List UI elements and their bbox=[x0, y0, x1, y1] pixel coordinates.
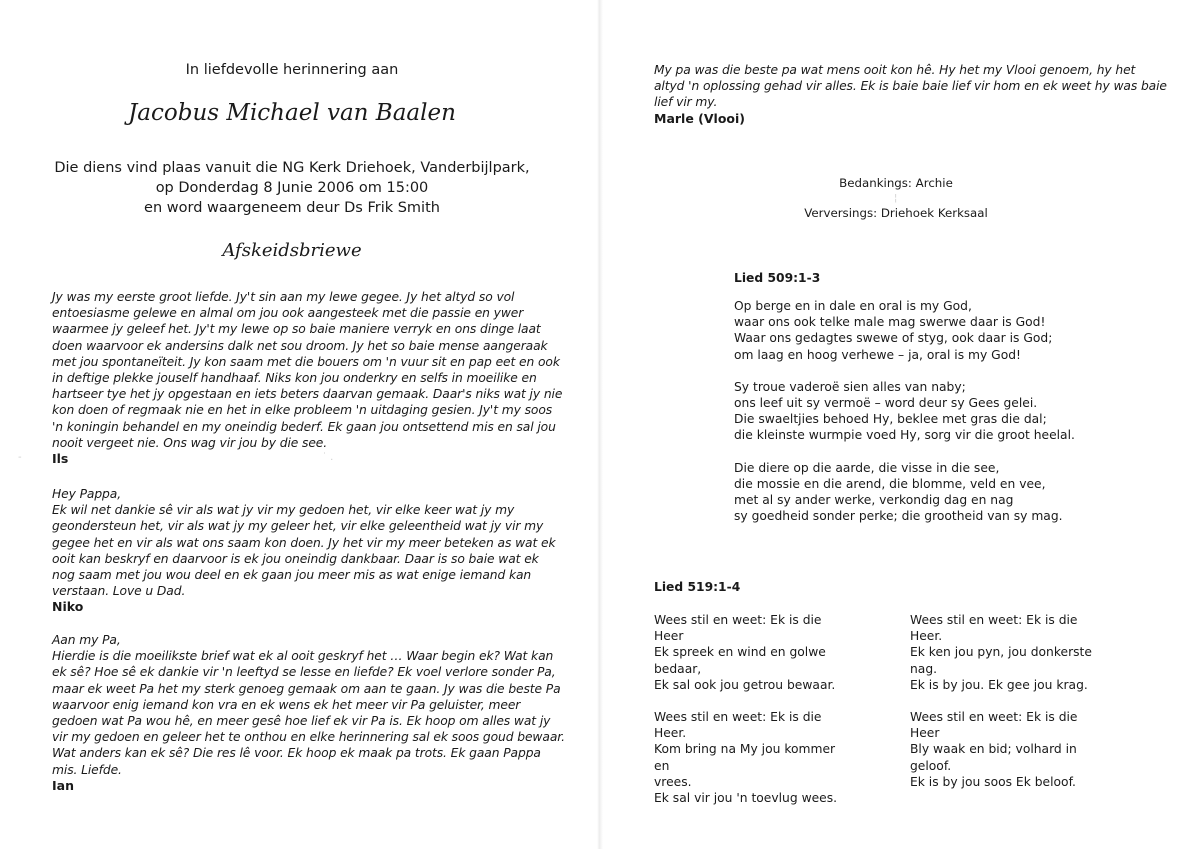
letter-ils bbox=[52, 289, 592, 467]
hymn-stanza bbox=[734, 379, 1154, 444]
verse-line: Sy troue vaderoë sien alles van naby; bbox=[734, 379, 966, 394]
letter-line: ooit kan beskryf en daarvoor is ek jou oneindig dankbaar. Daar is so baie wat ek bbox=[52, 551, 539, 566]
letter-line: hartseer tye het jy opgestaan en iets beters daarvan gemaak. Daar's niks wat jy nie bbox=[52, 387, 563, 402]
hymn-519-column-left bbox=[654, 612, 854, 806]
hymn-title: Lied 519:1-4 bbox=[654, 580, 741, 594]
letter-line: nooit vergeet nie. Ons wag vir jou by die see. bbox=[52, 435, 328, 450]
deceased-name: Jacobus Michael van Baalen bbox=[128, 100, 456, 126]
right-page bbox=[600, 0, 1200, 849]
letter-line: altyd 'n oplossing gehad vir alles. Ek is baie baie lief vir hom en ek weet hy was baie bbox=[654, 79, 1167, 94]
letter-line: vir my gedoen en geleer het te onthou en elke herinnering sal ek soos goud bewaar. bbox=[52, 730, 565, 745]
verse-line: Ek is by jou soos Ek beloof. bbox=[910, 774, 1076, 789]
letter-niko bbox=[52, 486, 592, 615]
letter-line: lief vir my. bbox=[654, 95, 718, 110]
letter-line: Ek wil net dankie sê vir als wat jy vir my gedoen het, vir elke keer wat jy my bbox=[52, 503, 515, 518]
verse-line: Ek sal vir jou 'n toevlug wees. bbox=[654, 791, 838, 806]
letter-body bbox=[52, 289, 592, 451]
verse-line: Ek ken jou pyn, jou donkerste bbox=[910, 645, 1092, 660]
scan-mark: - bbox=[18, 452, 22, 463]
verse-line: ons leef uit sy vermoë – word deur sy Gees gelei. bbox=[734, 396, 1038, 411]
verse-line: om laag en hoog verhewe – ja, oral is my God! bbox=[734, 347, 1021, 362]
letter-line: in deftige plekke jouself handhaaf. Niks kon jou onderkry en selfs in moeilike en bbox=[52, 371, 537, 386]
letter-line: kon doen of regmaak nie en het in elke probleem 'n uitdaging gesien. Jy't my soos bbox=[52, 403, 553, 418]
scan-mark: ¦ bbox=[894, 193, 898, 204]
service-line: en word waargeneem deur Ds Frik Smith bbox=[144, 200, 440, 216]
hymn-stanza bbox=[910, 612, 1110, 693]
hymn-509 bbox=[734, 271, 1154, 524]
verse-line: Ek spreek en wind en golwe bbox=[654, 645, 826, 660]
refreshments-line: Verversings: Driehoek Kerksaal bbox=[804, 206, 988, 220]
verse-line: Die diere op die aarde, die visse in die see, bbox=[734, 460, 1000, 475]
verse-line: Wees stil en weet: Ek is die Heer bbox=[910, 710, 1078, 741]
hymn-stanza bbox=[910, 709, 1110, 790]
letter-signature: Ian bbox=[52, 777, 74, 793]
verse-line: met al sy ander werke, verkondig dag en nag bbox=[734, 493, 1014, 508]
service-details bbox=[0, 158, 584, 218]
letters-heading: Afskeidsbriewe bbox=[222, 240, 362, 261]
hymn-stanza bbox=[734, 298, 1154, 363]
hymn-stanza bbox=[734, 460, 1154, 525]
letter-line: Aan my Pa, bbox=[52, 633, 121, 647]
verse-line: Waar ons gedagtes swewe of styg, ook daar is God; bbox=[734, 331, 1053, 346]
letter-line: waarvoor enig iemand kon vra en ek wens ek het meer vir Pa geluister, meer bbox=[52, 697, 521, 712]
thanks-line: Bedankings: Archie bbox=[839, 176, 953, 190]
letter-line: gedoen wat Pa wou hê, en meer gesê hoe lief ek vir Pa is. Ek hoop om alles wat jy bbox=[52, 714, 551, 729]
letter-signature: Ils bbox=[52, 451, 69, 467]
service-line: op Donderdag 8 Junie 2006 om 15:00 bbox=[155, 180, 429, 196]
letter-line: Hey Pappa, bbox=[52, 487, 122, 501]
verse-line: geloof. bbox=[910, 758, 952, 773]
letter-line: nog saam met jou wou deel en ek gaan jou meer mis as wat enige iemand kan bbox=[52, 568, 532, 583]
letter-marle bbox=[654, 62, 1174, 127]
intro-line: In liefdevolle herinnering aan bbox=[185, 62, 399, 78]
verse-line: Op berge en in dale en oral is my God, bbox=[734, 299, 972, 313]
letter-body bbox=[52, 486, 592, 599]
hymn-stanza bbox=[654, 612, 854, 693]
letter-signature: Niko bbox=[52, 599, 84, 615]
verse-line: waar ons ook telke male mag swerwe daar is God! bbox=[734, 315, 1046, 330]
scan-mark: ˙ . bbox=[322, 452, 334, 463]
verse-line: Ek sal ook jou getrou bewaar. bbox=[654, 677, 836, 692]
letter-body bbox=[52, 632, 592, 778]
verse-line: Wees stil en weet: Ek is die Heer bbox=[654, 613, 822, 644]
letter-line: 'n koningin behandel en my oneindig bederf. Ek gaan jou ontsettend mis en sal jou bbox=[52, 419, 556, 434]
letter-ian bbox=[52, 632, 592, 794]
hymn-title: Lied 509:1-3 bbox=[734, 271, 821, 285]
verse-line: sy goedheid sonder perke; die grootheid van sy mag. bbox=[734, 509, 1063, 524]
verse-line: Ek is by jou. Ek gee jou krag. bbox=[910, 677, 1088, 692]
verse-line: die kleinste wurmpie voed Hy, sorg vir die groot heelal. bbox=[734, 428, 1075, 443]
verse-line: vrees. bbox=[654, 774, 692, 789]
verse-line: die mossie en die arend, die blomme, veld en vee, bbox=[734, 476, 1046, 491]
letter-body bbox=[654, 62, 1174, 111]
verse-line: Kom bring na My jou kommer en bbox=[654, 742, 836, 773]
letter-line: Wat anders kan ek sê? Die res lê voor. Ek hoop ek maak pa trots. Ek gaan Pappa bbox=[52, 746, 541, 761]
letter-line: My pa was die beste pa wat mens ooit kon hê. Hy het my Vlooi genoem, hy het bbox=[654, 63, 1136, 77]
letter-line: mis. Liefde. bbox=[52, 762, 122, 777]
letter-line: waarmee jy geleef het. Jy't my lewe op so baie maniere verryk en ons dinge laat bbox=[52, 322, 541, 337]
letter-line: maar ek weet Pa het my sterk genoeg gemaak om aan te gaan. Jy was die beste Pa bbox=[52, 681, 561, 696]
letter-line: met jou spontaneïteit. Jy kon saam met die bouers om 'n vuur sit en pap eet en ook bbox=[52, 354, 560, 369]
letter-line: geondersteun het, vir als wat jy my geleer het, vir elke geleentheid wat jy vir my bbox=[52, 519, 544, 534]
verse-line: Die swaeltjies behoed Hy, beklee met gras die dal; bbox=[734, 412, 1047, 427]
verse-line: Bly waak en bid; volhard in bbox=[910, 742, 1077, 757]
letter-line: doen waarvoor ek andersins dalk net sou droom. Jy het so baie mense aangeraak bbox=[52, 338, 548, 353]
verse-line: Wees stil en weet: Ek is die Heer. bbox=[654, 710, 822, 741]
letter-line: entoesiasme gelewe en almal om jou ook aangesteek met die passie en ywer bbox=[52, 306, 524, 321]
letter-signature: Marle (Vlooi) bbox=[654, 110, 745, 126]
verse-line: bedaar, bbox=[654, 661, 702, 676]
hymn-519-column-right bbox=[910, 612, 1110, 790]
hymn-stanza bbox=[654, 709, 854, 806]
letter-line: Hierdie is die moeilikste brief wat ek al ooit geskryf het … Waar begin ek? Wat kan bbox=[52, 649, 554, 664]
letter-line: gegee het en vir als wat ons saam kon doen. Jy het vir my meer beteken as wat ek bbox=[52, 535, 556, 550]
verse-line: Wees stil en weet: Ek is die Heer. bbox=[910, 613, 1078, 644]
letter-line: verstaan. Love u Dad. bbox=[52, 584, 186, 599]
letter-line: ek sê? Hoe sê ek dankie vir 'n leeftyd se lesse en liefde? Ek voel verlore sonder Pa, bbox=[52, 665, 556, 680]
service-line: Die diens vind plaas vanuit die NG Kerk Driehoek, Vanderbijlpark, bbox=[54, 160, 530, 176]
letter-line: Jy was my eerste groot liefde. Jy't sin aan my lewe gegee. Jy het altyd so vol bbox=[52, 290, 515, 304]
verse-line: nag. bbox=[910, 661, 938, 676]
